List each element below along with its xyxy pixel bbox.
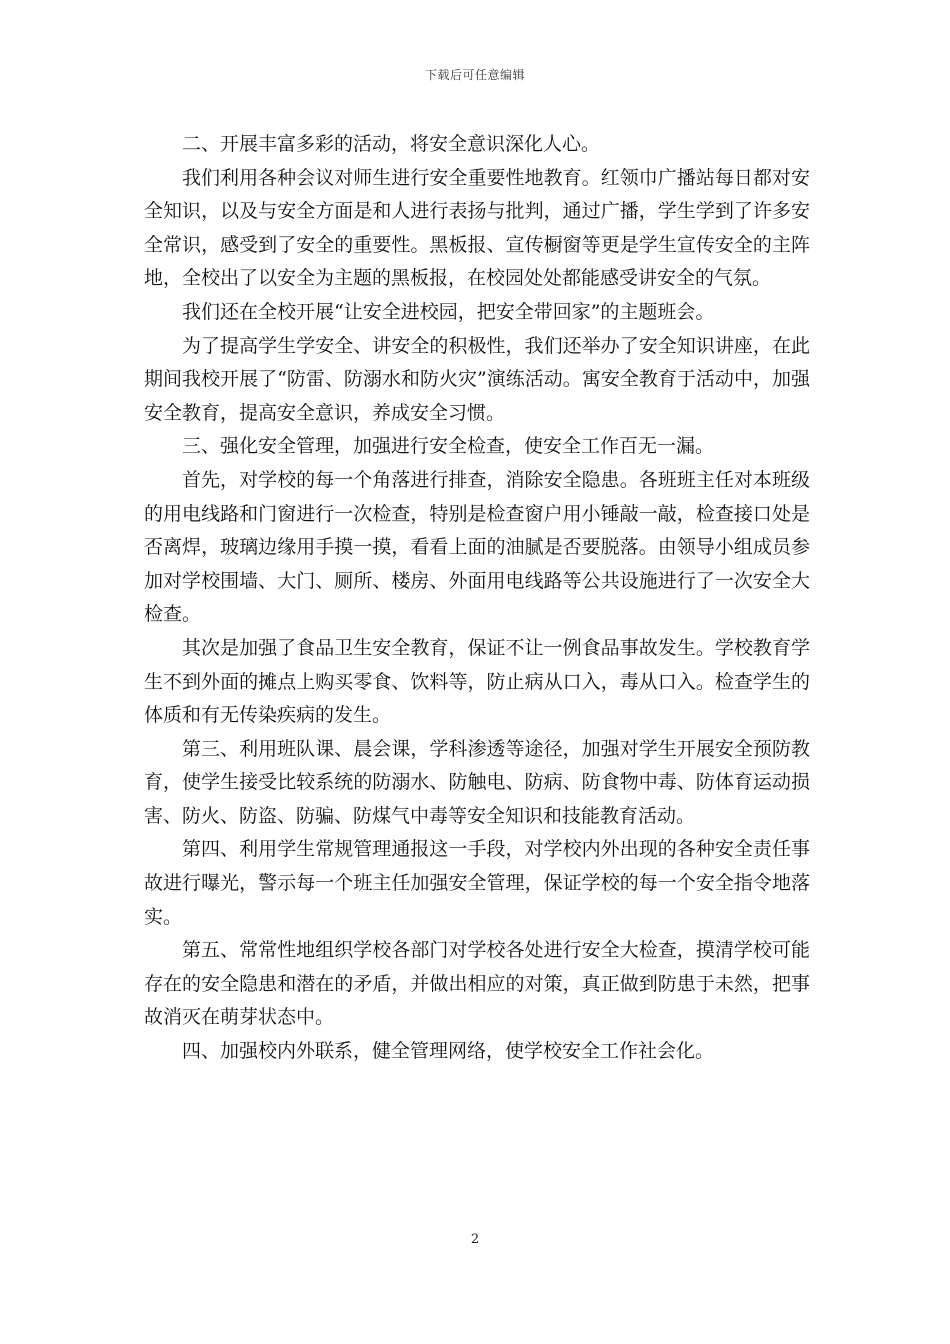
paragraph: 我们利用各种会议对师生进行安全重要性地教育。红领巾广播站每日都对安全知识，以及与安全方面是和人进行表扬与批判，通过广播，学生学到了许多安全常识，感受到了安全的重要性。黑板报、宣传橱窗等更是学生宣传安全的主阵地，全校出了以安全为主题的黑板报，在校园处处都能感受讲安全的气氛。 [144, 166, 810, 290]
page-number: 2 [470, 1232, 480, 1247]
paragraph: 第三、利用班队课、晨会课，学科渗透等途径，加强对学生开展安全预防教育，使学生接受比较系统的防溺水、防触电、防病、防食物中毒、防体育运动损害、防火、防盗、防骗、防煤气中毒等安全知识和技能教育活动。 [144, 737, 810, 827]
paragraph-section-3-heading: 三、强化安全管理，加强进行安全检查，使安全工作百无一漏。 [182, 435, 715, 458]
paragraph: 其次是加强了食品卫生安全教育，保证不让一例食品事故发生。学校教育学生不到外面的摊点上购买零食、饮料等，防止病从口入，毒从口入。检查学生的体质和有无传染疾病的发生。 [144, 636, 810, 727]
paragraph: 我们还在全校开展“让安全进校园，把安全带回家”的主题班会。 [182, 300, 715, 323]
page-header-note: 下载后可任意编辑 [424, 68, 525, 82]
paragraph: 首先，对学校的每一个角落进行排查，消除安全隐患。各班班主任对本班级的用电线路和门窗进行一次检查，特别是检查窗户用小锤敲一敲，检查接口处是否离焊，玻璃边缘用手摸一摸，看看上面的油腻是否要脱落。由领导小组成员参加对学校围墙、大门、厕所、楼房、外面用电线路等公共设施进行了一次安全大检查。 [144, 468, 810, 626]
paragraph-section-4-heading: 四、加强校内外联系，健全管理网络，使学校安全工作社会化。 [182, 1040, 715, 1063]
paragraph: 第五、常常性地组织学校各部门对学校各处进行安全大检查，摸清学校可能存在的安全隐患和潜在的矛盾，并做出相应的对策，真正做到防患于未然，把事故消灭在萌芽状态中。 [144, 939, 810, 1029]
paragraph: 为了提高学生学安全、讲安全的积极性，我们还举办了安全知识讲座，在此期间我校开展了“防雷、防溺水和防火灾”演练活动。寓安全教育于活动中，加强安全教育，提高安全意识，养成安全习惯。 [144, 334, 810, 424]
paragraph-section-2-heading: 二、开展丰富多彩的活动，将安全意识深化人心。 [182, 133, 601, 155]
document-body [144, 128, 810, 1069]
paragraph: 第四、利用学生常规管理通报这一手段，对学校内外出现的各种安全责任事故进行曝光，警示每一个班主任加强安全管理，保证学校的每一个安全指令地落实。 [144, 838, 810, 928]
